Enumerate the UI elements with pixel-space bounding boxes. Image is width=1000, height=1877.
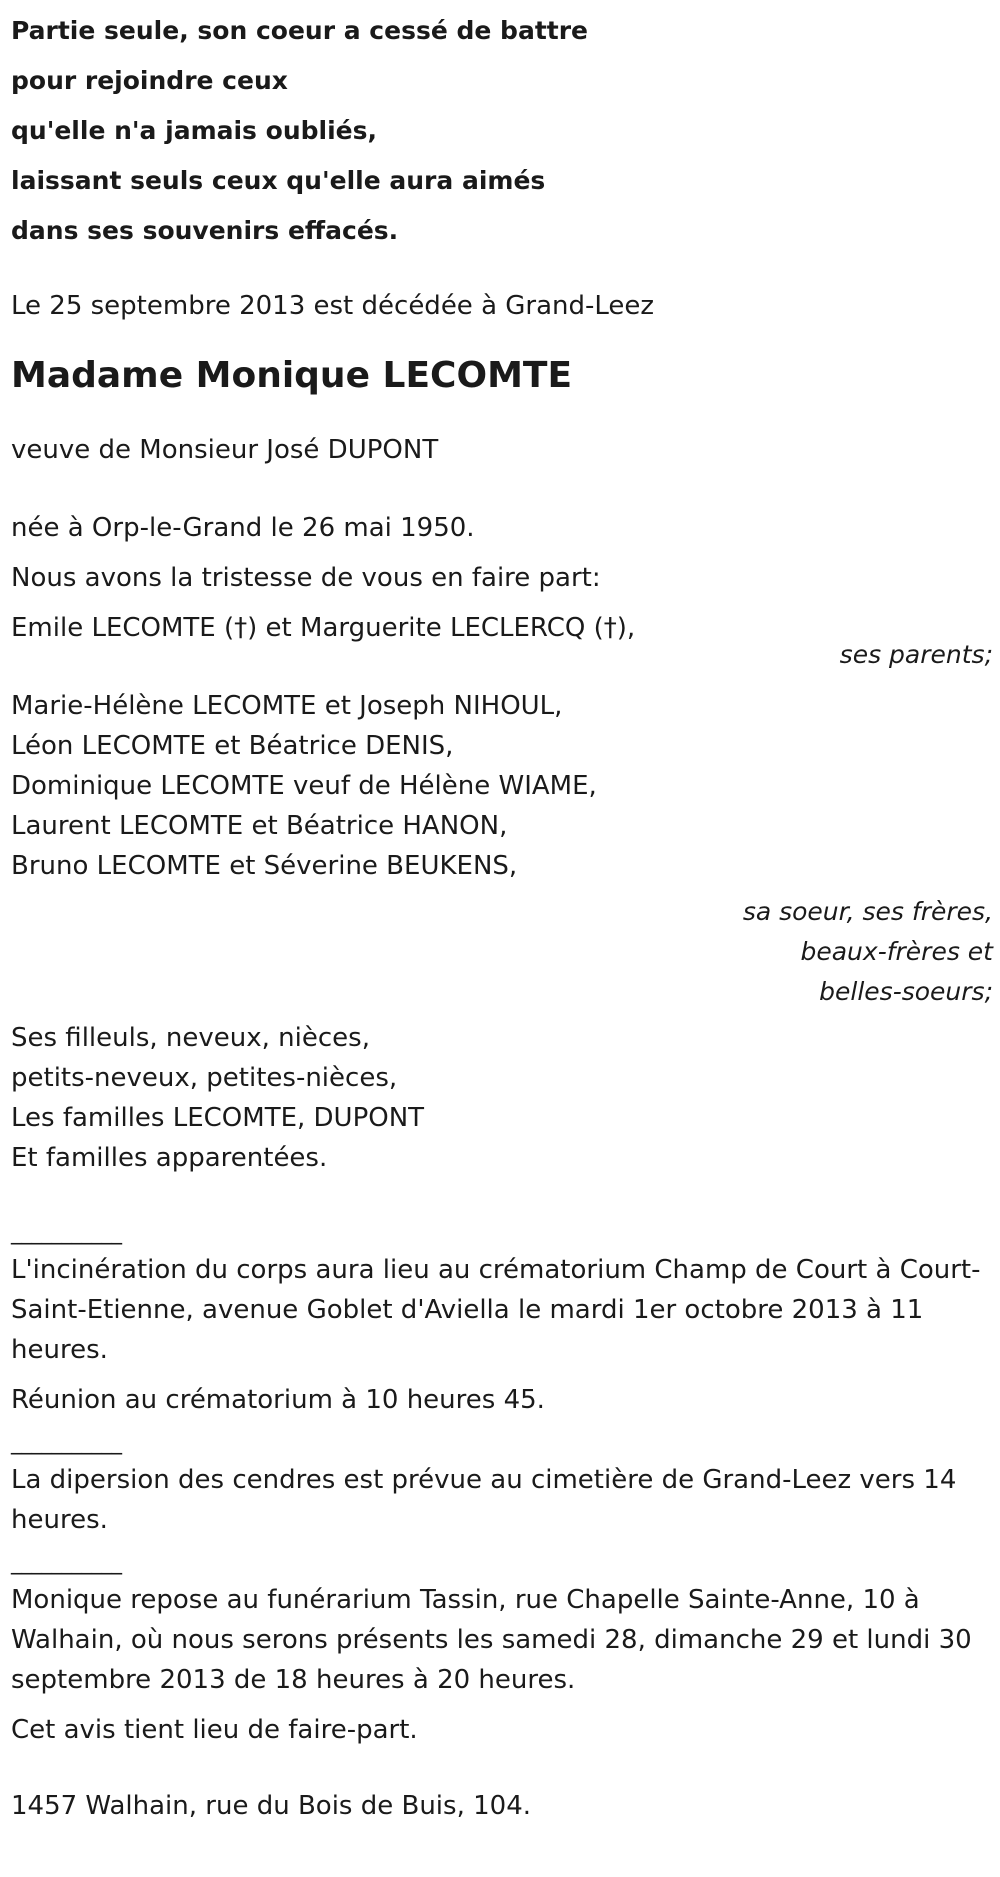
deceased-name: Madame Monique LECOMTE [11, 355, 573, 396]
others-line: Ses filleuls, neveux, nièces, [11, 1023, 370, 1053]
sibling-line: Bruno LECOMTE et Séverine BEUKENS, [11, 851, 518, 881]
poem [11, 6, 993, 256]
others-line: petits-neveux, petites-nièces, [11, 1063, 398, 1093]
widow-of: veuve de Monsieur José DUPONT [11, 435, 439, 465]
poem-line: laissant seuls ceux qu'elle aura aimés [11, 166, 546, 195]
siblings-relation: belles-soeurs; [819, 977, 993, 1006]
sibling-line: Laurent LECOMTE et Béatrice HANON, [11, 811, 508, 841]
address: 1457 Walhain, rue du Bois de Buis, 104. [11, 1791, 531, 1821]
sibling-line: Léon LECOMTE et Béatrice DENIS, [11, 731, 454, 761]
birth-info: née à Orp-le-Grand le 26 mai 1950. [11, 513, 475, 543]
poem-line: pour rejoindre ceux [11, 66, 288, 95]
poem-line: qu'elle n'a jamais oubliés, [11, 116, 377, 145]
notice-note: Cet avis tient lieu de faire-part. [11, 1715, 418, 1745]
siblings-relation: sa soeur, ses frères, [742, 897, 993, 926]
separator: ___________ [11, 1430, 121, 1455]
separator: ___________ [11, 1220, 121, 1245]
others-line: Les familles LECOMTE, DUPONT [11, 1103, 425, 1133]
siblings-relation: beaux-frères et [800, 937, 993, 966]
poem-line: Partie seule, son coeur a cessé de battre [11, 16, 589, 45]
death-notice: Le 25 septembre 2013 est décédée à Grand-Leez [11, 291, 655, 321]
others-line: Et familles apparentées. [11, 1143, 328, 1173]
parents-relation: ses parents; [839, 640, 993, 669]
obituary-document [11, 0, 993, 1826]
siblings-block [11, 686, 993, 1012]
poem-line: dans ses souvenirs effacés. [11, 216, 399, 245]
announcement: Nous avons la tristesse de vous en faire part: [11, 563, 601, 593]
separator: ___________ [11, 1550, 121, 1575]
others-block [11, 1018, 993, 1178]
meeting-info: Réunion au crématorium à 10 heures 45. [11, 1385, 545, 1415]
sibling-line: Dominique LECOMTE veuf de Hélène WIAME, [11, 771, 597, 801]
parents-block [11, 608, 993, 675]
visitation-info: Monique repose au funérarium Tassin, rue Chapelle Sainte-Anne, 10 à Walhain, où nous serons présents les samedi 28, dimanche 29 et lundi 30 septembre 2013 de 18 heures à 20 heures. [11, 1585, 972, 1695]
ashes-info: La dipersion des cendres est prévue au cimetière de Grand-Leez vers 14 heures. [11, 1465, 957, 1535]
sibling-line: Marie-Hélène LECOMTE et Joseph NIHOUL, [11, 691, 563, 721]
cremation-info: L'incinération du corps aura lieu au crématorium Champ de Court à Court-Saint-Etienne, avenue Goblet d'Aviella le mardi 1er octobre 2013 à 11 heures. [11, 1255, 981, 1365]
parents-names: Emile LECOMTE (†) et Marguerite LECLERCQ (†), [11, 613, 636, 643]
